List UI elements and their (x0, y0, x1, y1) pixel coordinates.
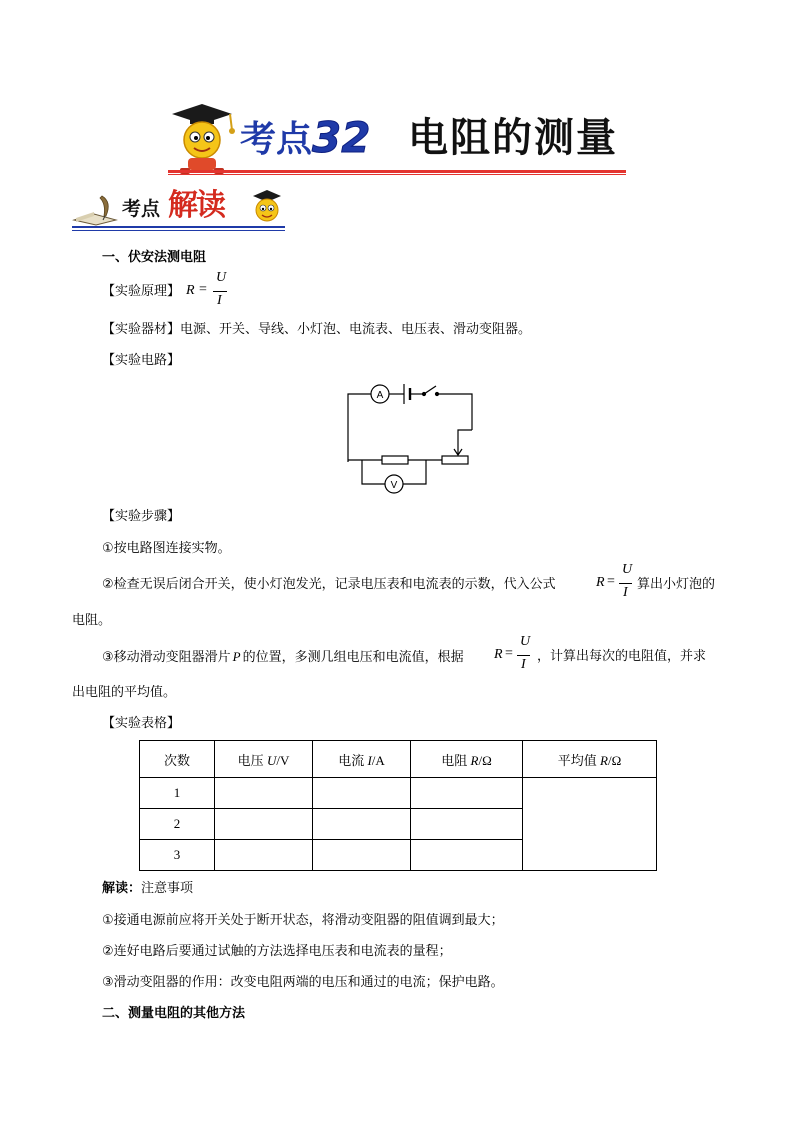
equipment-text: 电源、开关、导线、小灯泡、电流表、电压表、滑动变阻器。 (180, 322, 532, 337)
banner-underline (72, 226, 285, 228)
title-prefix: 考点 (240, 119, 313, 160)
principle-label: 【实验原理】 (102, 284, 181, 299)
formula-eq: = (607, 574, 615, 589)
page-title: 电阻的测量 (408, 115, 618, 161)
step-3-var-p: P (232, 649, 241, 664)
table-cell-index: 3 (140, 840, 215, 871)
table-cell-index: 1 (140, 778, 215, 809)
notes-title: 注意事项 (141, 881, 194, 896)
step-2-part-a: ②检查无误后闭合开关，使小灯泡发光，记录电压表和电流表的示数，代入公式 (102, 577, 556, 592)
title-underline (168, 170, 626, 173)
formula-bar (213, 291, 227, 292)
formula-den: I (521, 657, 526, 672)
formula-eq: = (505, 646, 513, 661)
section1-heading: 一、伏安法测电阻 (102, 250, 207, 265)
mascot-small-icon (250, 188, 284, 226)
table-header-row (140, 741, 657, 778)
equipment-line (102, 321, 531, 339)
table-header-cell: 次数 (140, 741, 215, 778)
table-cell (411, 809, 523, 840)
notes-line (102, 880, 193, 898)
table-cell-index: 2 (140, 809, 215, 840)
principle-formula (186, 270, 236, 314)
table-header-cell: 电压 U/V (215, 741, 313, 778)
title-number: 32 (312, 113, 371, 162)
step-3-formula (494, 634, 534, 678)
step-2-part-b: 算出小灯泡的 (637, 577, 716, 592)
step-1: ①按电路图连接实物。 (102, 541, 231, 556)
step-3-part-c: ，计算出每次的电阻值，并求 (537, 649, 707, 664)
table-cell (411, 778, 523, 809)
table-header-cell: 电流 I/A (313, 741, 411, 778)
table-cell (215, 778, 313, 809)
formula-den: I (623, 585, 628, 600)
step-2-part-c: 电阻。 (72, 613, 112, 628)
circuit-label: 【实验电路】 (102, 353, 181, 368)
table-row (140, 778, 657, 809)
formula-num: U (216, 270, 227, 285)
formula-num: U (622, 562, 633, 577)
formula-bar (517, 655, 530, 656)
formula-den: I (217, 293, 222, 308)
table-cell (411, 840, 523, 871)
table-label: 【实验表格】 (102, 716, 181, 731)
ammeter-label: A (376, 390, 384, 401)
table-cell-average (523, 778, 657, 871)
table-cell (215, 840, 313, 871)
circuit-diagram (340, 378, 480, 494)
step-3-line (102, 648, 464, 667)
table-cell (313, 778, 411, 809)
banner-text-jiedu: 解读 (168, 188, 224, 223)
equipment-label: 【实验器材】 (102, 322, 181, 337)
banner-underline-thin (72, 230, 285, 231)
banner-text-kaodian: 考点 (122, 198, 161, 220)
formula-eq: = (199, 282, 207, 297)
step-3-part-d: 出电阻的平均值。 (72, 685, 177, 700)
formula-lhs: R (596, 575, 605, 590)
table-header-cell: 电阻 R/Ω (411, 741, 523, 778)
notes-label: 解读： (102, 881, 142, 896)
book-quill-icon (72, 194, 118, 226)
voltmeter-label: V (390, 480, 398, 491)
note-2: ②连好电路后要通过试触的方法选择电压表和电流表的量程； (102, 944, 452, 959)
note-1: ①接通电源前应将开关处于断开状态，将滑动变阻器的阻值调到最大； (102, 913, 504, 928)
table-cell (215, 809, 313, 840)
note-3: ③滑动变阻器的作用：改变电阻两端的电压和通过的电流；保护电路。 (102, 975, 504, 990)
step-2-formula (596, 562, 636, 606)
steps-label: 【实验步骤】 (102, 509, 181, 524)
mascot-graduate-icon (166, 100, 238, 176)
formula-lhs: R (186, 283, 195, 298)
table-header-cell: 平均值 R/Ω (523, 741, 657, 778)
formula-num: U (520, 634, 531, 649)
step-3-part-a: ③移动滑动变阻器滑片 (102, 650, 231, 665)
table-cell (313, 840, 411, 871)
step-3-part-b: 的位置，多测几组电压和电流值，根据 (242, 650, 464, 665)
experiment-table (139, 740, 657, 871)
formula-lhs: R (494, 647, 503, 662)
formula-bar (619, 583, 632, 584)
table-cell (313, 809, 411, 840)
title-underline-thin (168, 174, 626, 175)
section2-heading: 二、测量电阻的其他方法 (102, 1006, 246, 1021)
